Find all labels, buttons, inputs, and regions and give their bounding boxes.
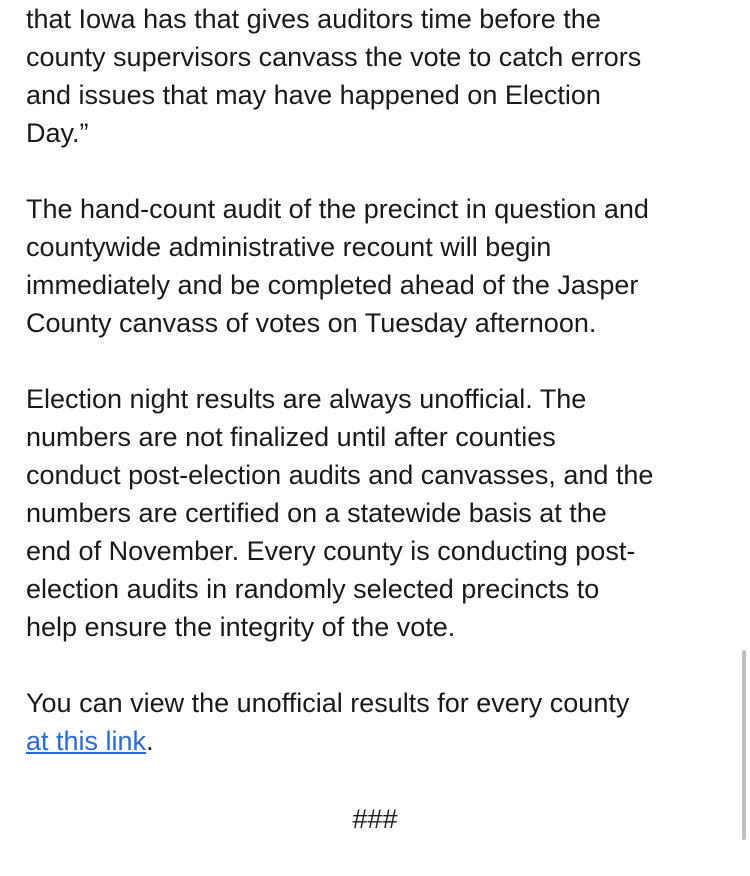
text-line: end of November. Every county is conducting post- <box>26 536 636 566</box>
text-line: conduct post-election audits and canvasses, and the <box>26 460 654 490</box>
text-line: numbers are not finalized until after counties <box>26 422 556 452</box>
text-line: numbers are certified on a statewide basis at the <box>26 498 607 528</box>
paragraph-quote-end <box>26 0 726 152</box>
end-marker: ### <box>352 804 398 834</box>
article-body <box>26 0 726 798</box>
period-text: . <box>146 726 154 756</box>
text-line: County canvass of votes on Tuesday afternoon. <box>26 308 597 338</box>
text-line: You can view the unofficial results for every county <box>26 688 630 718</box>
text-line: Election night results are always unofficial. The <box>26 384 587 414</box>
vertical-scrollbar[interactable] <box>742 650 746 840</box>
paragraph-unofficial-results <box>26 380 726 646</box>
text-line: help ensure the integrity of the vote. <box>26 612 456 642</box>
text-line: The hand-count audit of the precinct in question and <box>26 194 649 224</box>
text-line <box>26 722 726 760</box>
text-line: and issues that may have happened on Election <box>26 80 601 110</box>
paragraph-hand-count-audit <box>26 190 726 342</box>
results-link[interactable]: at this link <box>26 726 147 756</box>
text-line: countywide administrative recount will begin <box>26 232 552 262</box>
text-line: county supervisors canvass the vote to catch errors <box>26 42 642 72</box>
text-line: immediately and be completed ahead of the Jasper <box>26 270 639 300</box>
text-line: Day.” <box>26 118 89 148</box>
paragraph-view-results <box>26 684 726 760</box>
text-line: election audits in randomly selected precincts to <box>26 574 600 604</box>
text-line: that Iowa has that gives auditors time before the <box>26 4 601 34</box>
